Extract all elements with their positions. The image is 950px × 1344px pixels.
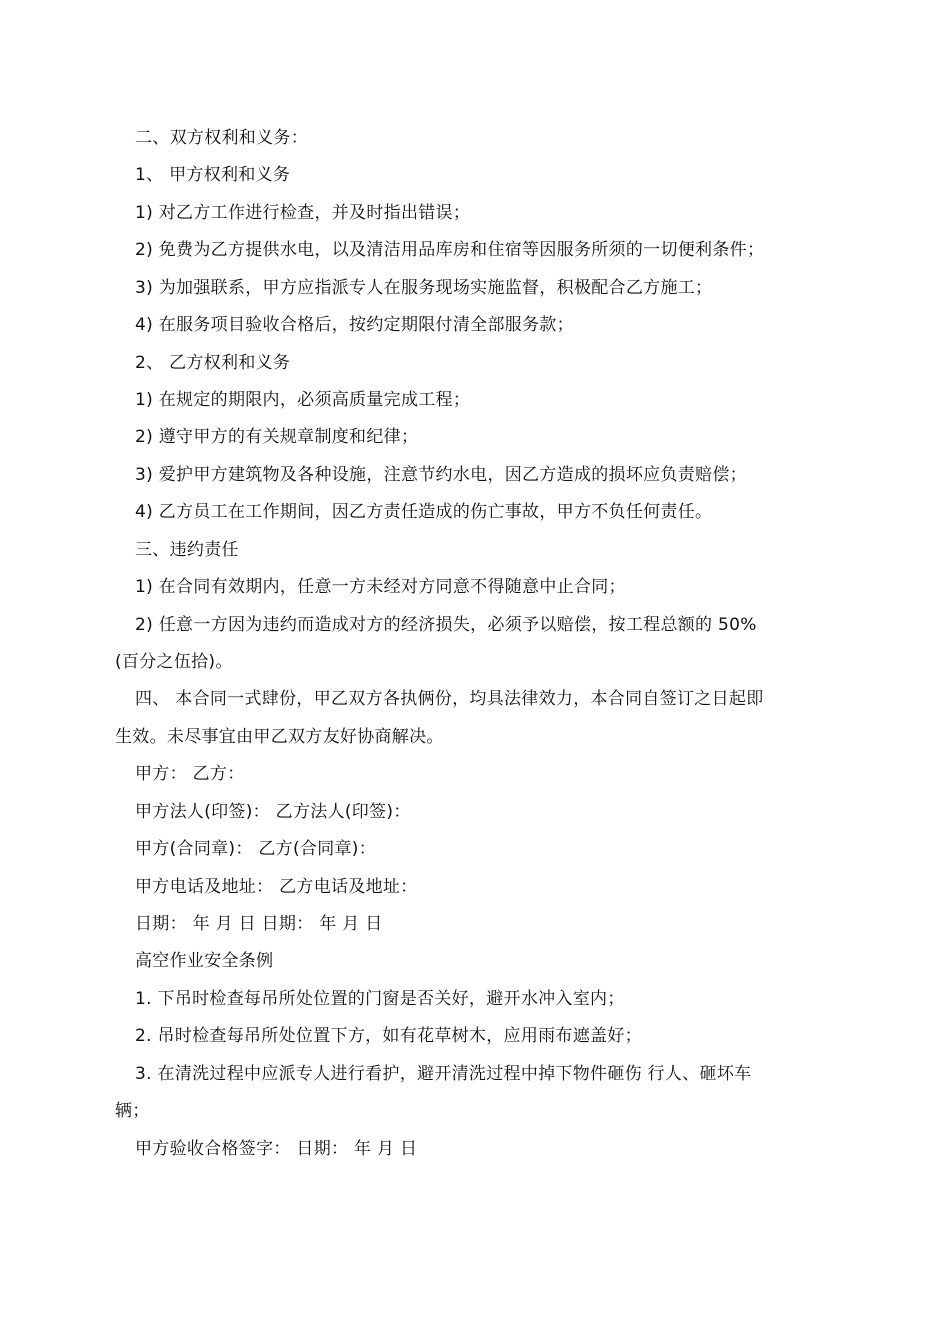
breach-item-2-continued: (百分之伍拾)。 <box>115 652 233 672</box>
party-b-item-4: 4) 乙方员工在工作期间，因乙方责任造成的伤亡事故，甲方不负任何责任。 <box>135 502 713 522</box>
party-a-item-2: 2) 免费为乙方提供水电，以及清洁用品库房和住宿等因服务所须的一切便利条件； <box>135 240 765 260</box>
party-a-item-3: 3) 为加强联系，甲方应指派专人在服务现场实施监督，积极配合乙方施工； <box>135 278 713 298</box>
party-b-item-3: 3) 爱护甲方建筑物及各种设施，注意节约水电，因乙方造成的损坏应负责赔偿； <box>135 465 747 485</box>
section-four-paragraph: 四、 本合同一式肆份，甲乙双方各执俩份，均具法律效力，本合同自签订之日起即 <box>135 689 764 709</box>
safety-item-2: 2. 吊时检查每吊所处位置下方，如有花草树木，应用雨布遮盖好； <box>135 1026 642 1046</box>
party-b-item-1: 1) 在规定的期限内，必须高质量完成工程； <box>135 390 471 410</box>
safety-regulations-heading: 高空作业安全条例 <box>135 951 274 971</box>
party-b-rights-heading: 2、 乙方权利和义务 <box>135 353 291 373</box>
party-a-rights-heading: 1、 甲方权利和义务 <box>135 165 291 185</box>
party-a-item-4: 4) 在服务项目验收合格后，按约定期限付清全部服务款； <box>135 315 574 335</box>
safety-item-3-continued: 辆； <box>115 1101 150 1121</box>
safety-item-3: 3. 在清洗过程中应派专人进行看护，避开清洗过程中掉下物件砸伤 行人、砸坏车 <box>135 1064 752 1084</box>
phone-address-line: 甲方电话及地址： 乙方电话及地址： <box>135 877 418 897</box>
parties-line: 甲方： 乙方： <box>135 764 245 784</box>
section-two-heading: 二、双方权利和义务： <box>135 128 308 148</box>
breach-item-2: 2) 任意一方因为违约而造成对方的经济损失，必须予以赔偿，按工程总额的 50% <box>135 615 757 635</box>
safety-item-1: 1. 下吊时检查每吊所处位置的门窗是否关好，避开水冲入室内； <box>135 989 625 1009</box>
party-b-item-2: 2) 遵守甲方的有关规章制度和纪律； <box>135 427 419 447</box>
date-line: 日期： 年 月 日 日期： 年 月 日 <box>135 914 383 934</box>
section-three-heading: 三、违约责任 <box>135 540 239 560</box>
breach-item-1: 1) 在合同有效期内，任意一方未经对方同意不得随意中止合同； <box>135 577 626 597</box>
acceptance-signature-line: 甲方验收合格签字： 日期： 年 月 日 <box>135 1139 418 1159</box>
section-four-paragraph-continued: 生效。未尽事宜由甲乙双方友好协商解决。 <box>115 727 444 747</box>
party-a-item-1: 1) 对乙方工作进行检查，并及时指出错误； <box>135 203 471 223</box>
contract-seal-line: 甲方(合同章)： 乙方(合同章)： <box>135 839 377 859</box>
legal-representative-line: 甲方法人(印签)： 乙方法人(印签)： <box>135 802 411 822</box>
